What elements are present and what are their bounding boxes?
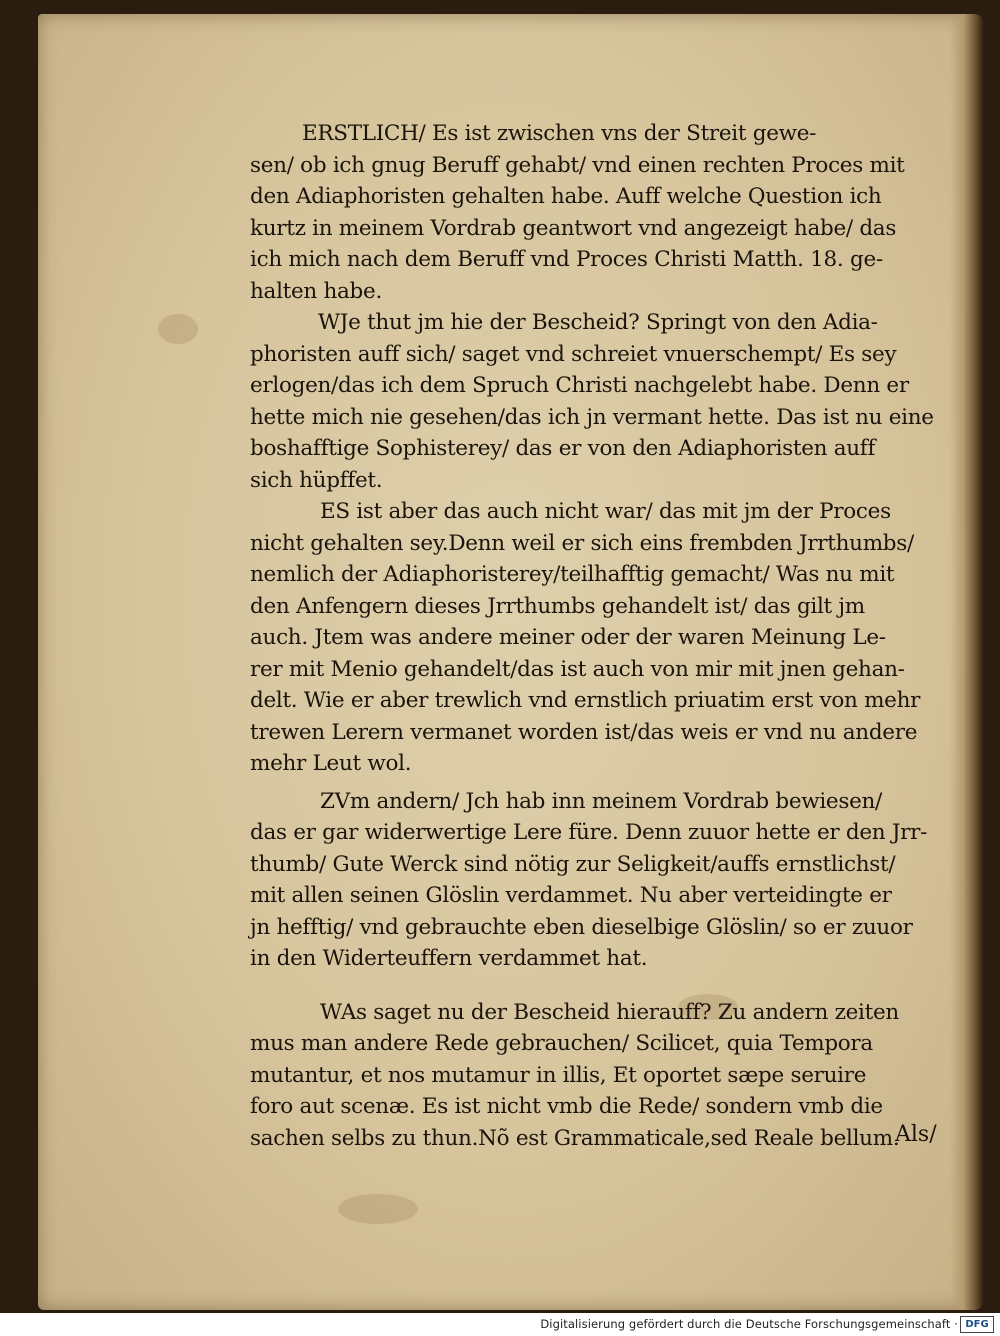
text-line: hette mich nie gesehen/das ich jn vermant hette. Das ist nu eine xyxy=(250,404,934,430)
text-line: kurtz in meinem Vordrab geantwort vnd angezeigt habe/ das xyxy=(250,215,897,241)
text-line: WJe thut jm hie der Bescheid? Springt von den Adia- xyxy=(318,310,878,335)
text-line: mutantur, et nos mutamur in illis, Et oportet sæpe seruire xyxy=(250,1062,867,1088)
text-line: boshafftige Sophisterey/ das er von den Adiaphoristen auff xyxy=(250,436,876,461)
text-line: rer mit Menio gehandelt/das ist auch von mir mit jnen gehan- xyxy=(250,656,905,682)
paragraph-gap xyxy=(210,975,955,997)
text-line: sen/ ob ich gnug Beruff gehabt/ vnd einen rechten Proces mit xyxy=(250,152,905,178)
text-line: WAs saget nu der Bescheid hierauff? Zu andern zeiten xyxy=(320,999,899,1025)
text-line: foro aut scenæ. Es ist nicht vmb die Rede/ sondern vmb die xyxy=(250,1094,883,1119)
text-line: sachen selbs zu thun.Nõ est Grammaticale,sed Reale bellum. xyxy=(250,1125,900,1151)
text-line: den Adiaphoristen gehalten habe. Auff welche Question ich xyxy=(250,184,882,209)
dfg-logo: DFG xyxy=(960,1316,994,1333)
digitization-footer xyxy=(0,1313,1000,1336)
page-gutter xyxy=(950,14,984,1310)
text-line: den Anfengern dieses Jrrthumbs gehandelt ist/ das gilt jm xyxy=(250,593,865,619)
text-line: das er gar widerwertige Lere füre. Denn zuuor hette er den Jrr- xyxy=(250,820,928,845)
text-line: auch. Jtem was andere meiner oder der waren Meinung Le- xyxy=(250,625,886,650)
text-line: ich mich nach dem Beruff vnd Proces Christi Matth. 18. ge- xyxy=(250,247,883,272)
paper-stain xyxy=(158,314,198,344)
text-line: mit allen seinen Glöslin verdammet. Nu aber verteidingte er xyxy=(250,883,892,908)
text-line: in den Widerteuffern verdammet hat. xyxy=(250,946,648,971)
text-line: halten habe. xyxy=(250,278,382,304)
page-text xyxy=(210,118,955,1154)
text-line: nemlich der Adiaphoristerey/teilhafftig gemacht/ Was nu mit xyxy=(250,562,895,587)
text-line: mehr Leut wol. xyxy=(250,751,412,776)
text-line: mus man andere Rede gebrauchen/ Scilicet, quia Tempora xyxy=(250,1031,873,1056)
text-line: erlogen/das ich dem Spruch Christi nachgelebt habe. Denn er xyxy=(250,373,909,398)
text-line: ERSTLICH/ Es ist zwischen vns der Streit gewe- xyxy=(302,121,817,146)
text-line: trewen Lerern vermanet worden ist/das weis er vnd nu andere xyxy=(250,719,918,745)
text-line: ES ist aber das auch nicht war/ das mit jm der Proces xyxy=(320,499,891,524)
catchword: Als/ xyxy=(895,1122,937,1147)
text-line: nicht gehalten sey.Denn weil er sich eins frembden Jrrthumbs/ xyxy=(250,530,914,556)
paper-stain xyxy=(338,1194,418,1224)
funding-credit: Digitalisierung gefördert durch die Deutsche Forschungsgemeinschaft · xyxy=(540,1317,958,1331)
text-line: ZVm andern/ Jch hab inn meinem Vordrab bewiesen/ xyxy=(320,788,882,814)
text-line: jn hefftig/ vnd gebrauchte eben dieselbige Glöslin/ so er zuuor xyxy=(250,914,913,940)
text-line: thumb/ Gute Werck sind nötig zur Seligkeit/auffs ernstlichst/ xyxy=(250,851,896,877)
text-line: sich hüpffet. xyxy=(250,467,383,493)
text-line: delt. Wie er aber trewlich vnd ernstlich priuatim erst von mehr xyxy=(250,688,921,713)
text-line: phoristen auff sich/ saget vnd schreiet vnuerschempt/ Es sey xyxy=(250,341,897,367)
